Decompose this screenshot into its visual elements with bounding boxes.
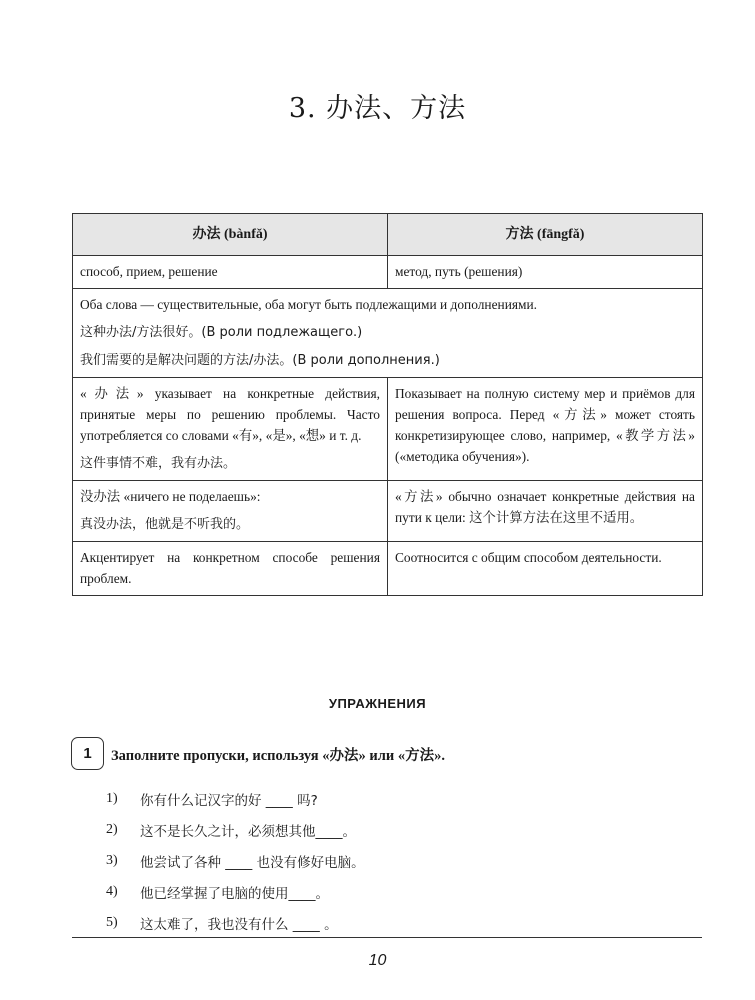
meaning-fangfa: метод, путь (решения) — [388, 256, 703, 289]
subject-example: 这种办法/方法很好。(В роли подлежащего.) — [80, 325, 363, 340]
table-row-emphasis — [73, 542, 703, 596]
common-usage-text: Оба слова — существительные, оба могут быть подлежащими и дополнениями. — [80, 297, 538, 312]
table-row-idiom — [73, 481, 703, 542]
exercise-number-badge: 1 — [71, 737, 104, 770]
exercise-item-text: 这不是长久之计，必须想其他____。 — [140, 823, 356, 840]
idiom-banfa-example: 真没办法，他就是不听我的。 — [80, 517, 250, 532]
exercise-item-number: 3) — [106, 852, 118, 868]
table-row-common — [73, 289, 703, 378]
exercise-item — [106, 876, 365, 907]
page-number: 10 — [368, 952, 387, 969]
exercise-item-number: 1) — [106, 790, 118, 806]
exercise-item-text: 他尝试了各种 ____ 也没有修好电脑。 — [140, 854, 365, 871]
exercise-item — [106, 814, 365, 845]
header-banfa: 办法 (bànfǎ) — [73, 214, 388, 256]
page-title: 3. 办法、方法 — [288, 93, 467, 124]
exercises-heading: УПРАЖНЕНИЯ — [328, 696, 427, 711]
idiom-banfa-text: 没办法 «ничего не поделаешь»: — [80, 489, 261, 504]
emphasis-banfa: Акцентирует на конкретном способе решения проблем. — [73, 542, 388, 596]
exercise-item-number: 5) — [106, 914, 118, 930]
table-row-meaning — [73, 256, 703, 289]
footer-divider — [72, 937, 702, 938]
exercise-items — [106, 783, 365, 938]
header-fangfa: 方法 (fāngfǎ) — [388, 214, 703, 256]
exercise-item — [106, 845, 365, 876]
usage-banfa-text: «办法» указывает на конкретные действия, принятые меры по решению проблемы. Часто употребляется со словами «有», «是», «想» и т. д. — [80, 386, 380, 443]
usage-banfa-example: 这件事情不难，我有办法。 — [80, 456, 237, 471]
exercise-item-text: 你有什么记汉字的好 ____ 吗? — [140, 792, 318, 809]
idiom-fangfa — [388, 481, 703, 542]
emphasis-fangfa: Соотносится с общим способом деятельности. — [388, 542, 703, 596]
object-example: 我们需要的是解决问题的方法/办法。(В роли дополнения.) — [80, 353, 440, 368]
meaning-banfa: способ, прием, решение — [73, 256, 388, 289]
idiom-fangfa-text: «方法» обычно означает конкретные действия на пути к цели: 这个计算方法在这里不适用。 — [395, 489, 695, 525]
comparison-table — [72, 213, 703, 596]
table-row-usage — [73, 378, 703, 481]
table-header-row — [73, 214, 703, 256]
exercise-item — [106, 783, 365, 814]
usage-fangfa — [388, 378, 703, 481]
exercise-item — [106, 907, 365, 938]
exercise-item-number: 2) — [106, 821, 118, 837]
usage-fangfa-text: Показывает на полную систему мер и приёмов для решения вопроса. Перед «方法» может стоять конкретизирующее слово, например, «教学方法» («методика обучения»). — [395, 386, 695, 464]
exercise-instruction: Заполните пропуски, используя «办法» или «方法». — [111, 748, 445, 764]
exercise-item-number: 4) — [106, 883, 118, 899]
exercise-item-text: 这太难了，我也没有什么 ____ 。 — [140, 916, 338, 933]
usage-banfa — [73, 378, 388, 481]
common-usage-cell — [73, 289, 703, 378]
idiom-banfa — [73, 481, 388, 542]
exercise-item-text: 他已经掌握了电脑的使用____。 — [140, 885, 329, 902]
